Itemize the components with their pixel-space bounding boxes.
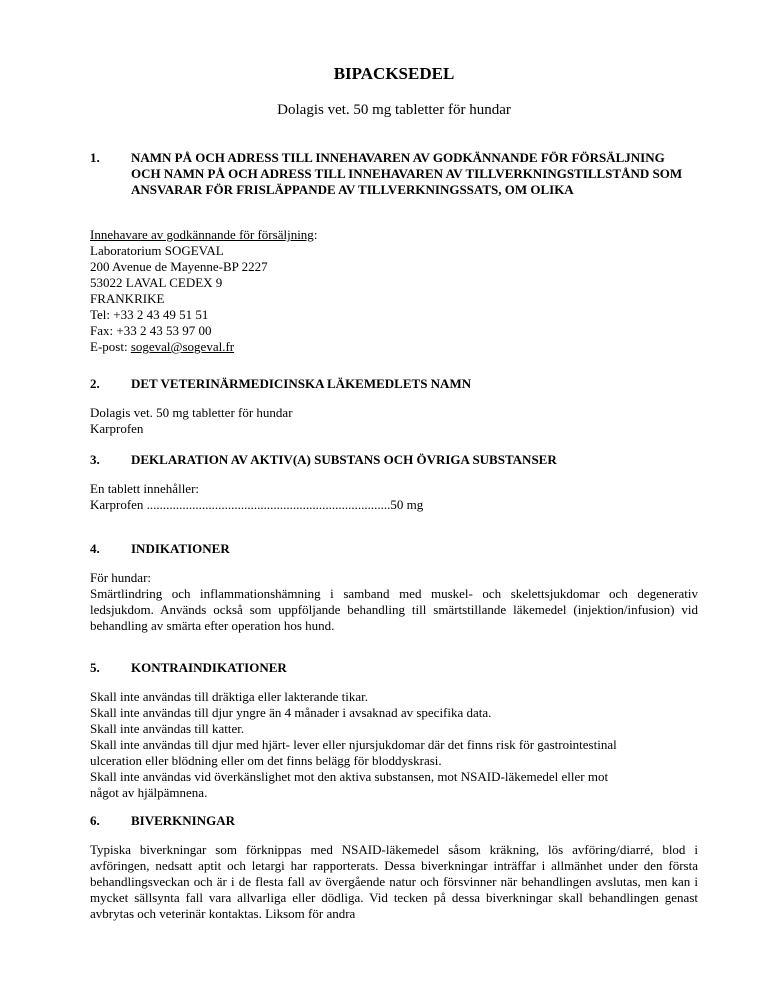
target-species: För hundar: bbox=[90, 570, 152, 585]
section-4-heading: INDIKATIONER bbox=[131, 541, 230, 556]
section-6-number: 6. bbox=[90, 813, 100, 828]
active-substance-name: Karprofen bbox=[90, 421, 144, 436]
contraindication-4a: Skall inte användas till djur med hjärt- lever eller njursjukdomar där det finns risk för gastrointestinal bbox=[90, 737, 617, 752]
contraindication-4b: ulceration eller blödning eller om det finns belägg för bloddyskrasi. bbox=[90, 753, 442, 768]
section-2-number: 2. bbox=[90, 376, 100, 391]
adverse-reactions-text: Typiska biverkningar som förknippas med NSAID-läkemedel såsom kräkning, lös avföring/diarré, blod i avföringen, nedsatt aptit och letargi har rapporterats. Dessa biverkningar inträffar i allmänhet under den första behandlingsveckan och är i de flesta fall av övergående natur och försvinner när behandlingen avslutas, men kan i mycket sällsynta fall vara allvarliga eller dödliga. Vid tecken på dessa biverkningar skall behandlingen genast avbrytas och veterinär kontaktas. Liksom för andra bbox=[90, 842, 698, 921]
section-5-number: 5. bbox=[90, 660, 100, 675]
section-2-heading: DET VETERINÄRMEDICINSKA LÄKEMEDLETS NAMN bbox=[131, 376, 472, 391]
section-1-number: 1. bbox=[90, 150, 100, 165]
ingredient-leader: ........................................................................... bbox=[146, 497, 391, 512]
telephone: Tel: +33 2 43 49 51 51 bbox=[90, 307, 209, 322]
document-title: BIPACKSEDEL bbox=[333, 64, 455, 83]
section-3-heading: DEKLARATION AV AKTIV(A) SUBSTANS OCH ÖVRIGA SUBSTANSER bbox=[131, 452, 557, 467]
section-5-body bbox=[90, 689, 698, 801]
section-6-body bbox=[90, 842, 698, 922]
email-label: E-post: bbox=[90, 339, 131, 354]
section-4-body bbox=[90, 570, 698, 634]
email-line bbox=[90, 339, 698, 355]
contraindication-5b: något av hjälpämnena. bbox=[90, 785, 208, 800]
section-1-heading: NAMN PÅ OCH ADRESS TILL INNEHAVAREN AV GODKÄNNANDE FÖR FÖRSÄLJNING OCH NAMN PÅ OCH ADRESS TILL INNEHAVAREN AV TILLVERKNINGSTILLSTÅND SOM ANSVARAR FÖR FRISLÄPPANDE AV TILLVERKNINGSSATS, OM OLIKA bbox=[131, 150, 683, 197]
section-3-number: 3. bbox=[90, 452, 100, 467]
section-3-body bbox=[90, 481, 698, 513]
ingredient-amount: 50 mg bbox=[390, 497, 424, 512]
contraindication-1: Skall inte användas till dräktiga eller lakterande tikar. bbox=[90, 689, 368, 704]
tablet-contains: En tablett innehåller: bbox=[90, 481, 200, 496]
contraindication-5a: Skall inte användas vid överkänslighet mot den aktiva substansen, mot NSAID-läkemedel eller mot bbox=[90, 769, 609, 784]
holder-label-line bbox=[90, 227, 698, 243]
holder-label: Innehavare av godkännande för försäljning bbox=[90, 227, 314, 242]
ingredient-name: Karprofen bbox=[90, 497, 144, 512]
address-line-2: 53022 LAVAL CEDEX 9 bbox=[90, 275, 223, 290]
address-country: FRANKRIKE bbox=[90, 291, 165, 306]
email-link[interactable]: sogeval@sogeval.fr bbox=[130, 339, 235, 354]
section-2-body bbox=[90, 405, 698, 437]
section-1-body bbox=[90, 227, 698, 355]
document-subtitle: Dolagis vet. 50 mg tabletter för hundar bbox=[277, 102, 511, 118]
fax: Fax: +33 2 43 53 97 00 bbox=[90, 323, 212, 338]
product-name: Dolagis vet. 50 mg tabletter för hundar bbox=[90, 405, 293, 420]
section-6-heading: BIVERKNINGAR bbox=[131, 813, 236, 828]
indications-text: Smärtlindring och inflammationshämning i samband med muskel- och skelettsjukdomar och degenerativ ledsjukdom. Används också som uppföljande behandling till smärtstillande läkemedel (injektion/infusion) vid behandling av smärta efter operation hos hund. bbox=[90, 586, 698, 633]
company-name: Laboratorium SOGEVAL bbox=[90, 243, 224, 258]
contraindication-3: Skall inte användas till katter. bbox=[90, 721, 245, 736]
ingredient-line bbox=[90, 497, 698, 513]
section-5-heading: KONTRAINDIKATIONER bbox=[131, 660, 287, 675]
section-4-number: 4. bbox=[90, 541, 100, 556]
contraindication-2: Skall inte användas till djur yngre än 4 månader i avsaknad av specifika data. bbox=[90, 705, 492, 720]
address-line-1: 200 Avenue de Mayenne-BP 2227 bbox=[90, 259, 268, 274]
holder-colon: : bbox=[313, 227, 318, 242]
